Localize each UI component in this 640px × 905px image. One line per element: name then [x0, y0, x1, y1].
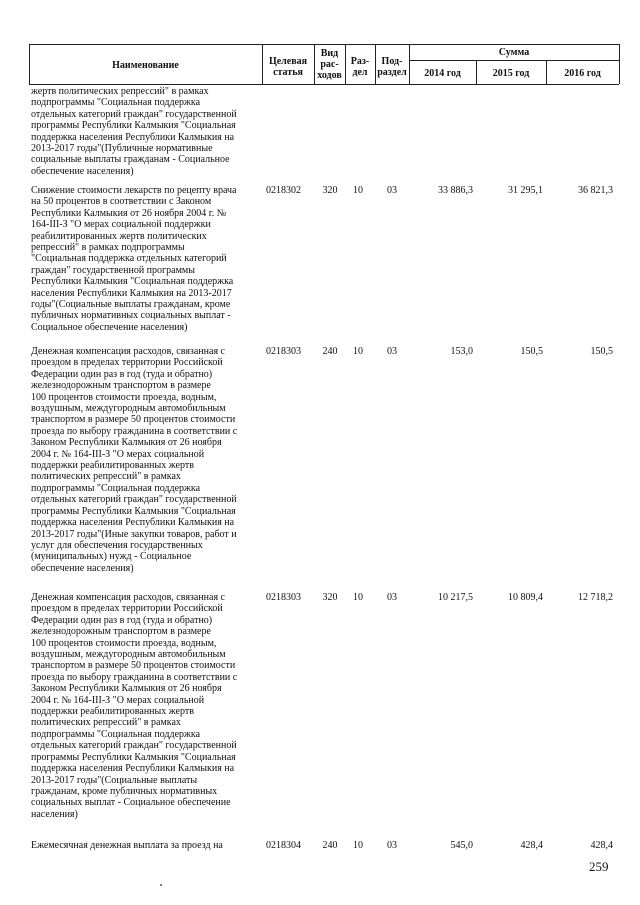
row-name-line: обеспечение населения)	[31, 165, 134, 177]
row-name-line: поддержка населения Республики Калмыкия на	[31, 517, 235, 529]
row-name-line: воздушным, междугородным автомобильным	[31, 403, 226, 415]
row-name-line: программы Республики Калмыкия "Социальная	[31, 751, 236, 763]
row-name-line: подпрограммы "Социальная поддержка	[31, 728, 201, 740]
row-name-line: Ежемесячная денежная выплата за проезд на	[31, 840, 223, 851]
row-name-line: подпрограммы "Социальная поддержка	[31, 482, 201, 494]
row-subsection: 03	[387, 592, 397, 603]
row-name-line: Законом Республики Калмыкия от 26 ноября	[31, 437, 222, 449]
row-name-line: поддержки реабилитированных жертв	[31, 460, 194, 472]
row-name-line: транспортом в размере 50 процентов стоимости	[31, 660, 236, 672]
sum-divider-rule	[409, 60, 619, 61]
row-name-line: на 50 процентов в соответствии с Законом	[31, 196, 212, 208]
row-name-line: реабилитированных жертв политических	[31, 230, 207, 242]
row-name	[31, 185, 263, 333]
header-year-2015: 2015 год	[492, 68, 530, 79]
row-expense-type: 320	[322, 592, 338, 603]
row-name-line: 2004 г. № 164-III-З "О мерах социальной	[31, 448, 205, 460]
row-sum-2016: 428,4	[590, 840, 613, 851]
header-subsection	[375, 56, 409, 78]
row-name-line: 2013-2017 годы"(Публичные нормативные	[31, 143, 213, 155]
row-name-line: социальные выплаты гражданам - Социальное	[31, 154, 230, 166]
row-section: 10	[353, 185, 363, 196]
header-expense-type-line-1: Вид	[320, 48, 339, 59]
row-subsection: 03	[387, 840, 397, 851]
row-name-line: жертв политических репрессий" в рамках	[31, 86, 209, 97]
row-name-line: 2013-2017 годы"(Иные закупки товаров, работ и	[31, 528, 237, 540]
row-name-line: публичных нормативных социальных выплат -	[31, 310, 231, 322]
row-name-line: социальных выплат - Социальное обеспечение	[31, 797, 231, 809]
row-name-line: Денежная компенсация расходов, связанная с	[31, 592, 225, 603]
row-name	[31, 840, 263, 851]
row-name-line: отдельных категорий граждан" государственной	[31, 494, 237, 506]
row-sum-2014: 153,0	[450, 346, 473, 357]
row-name-line: населения Республики Калмыкия на 2013-2017	[31, 287, 232, 299]
header-section-line-1: Раз-	[350, 56, 370, 67]
row-sum-2016: 12 718,2	[578, 592, 613, 603]
scan-speck	[160, 884, 162, 886]
header-sum: Сумма	[498, 47, 530, 58]
col-rule-8	[619, 44, 620, 84]
header-subsection-line-2: раздел	[377, 67, 407, 78]
row-target-article: 0218303	[266, 346, 301, 357]
row-name-line: политических репрессий" в рамках	[31, 717, 181, 729]
header-expense-type-line-3: ходов	[317, 70, 342, 81]
row-expense-type: 320	[322, 185, 338, 196]
header-subsection-line-1: Под-	[381, 56, 403, 67]
row-target-article: 0218304	[266, 840, 301, 851]
row-name-line: поддержки реабилитированных жертв	[31, 706, 194, 718]
row-subsection: 03	[387, 185, 397, 196]
row-target-article: 0218302	[266, 185, 301, 196]
row-sum-2015: 150,5	[520, 346, 543, 357]
row-name-line: Федерации один раз в год (туда и обратно)	[31, 614, 213, 626]
row-name-line: 2013-2017 годы"(Социальные выплаты	[31, 774, 198, 786]
row-name-line: проездом в пределах территории Российской	[31, 357, 223, 369]
row-sum-2016: 36 821,3	[578, 185, 613, 196]
row-name-line: программы Республики Калмыкия "Социальная	[31, 120, 236, 132]
row-name-line: гражданам, кроме публичных нормативных	[31, 785, 218, 797]
header-target-article	[262, 56, 314, 78]
row-name	[31, 346, 263, 574]
row-name-line: Денежная компенсация расходов, связанная с	[31, 346, 225, 357]
row-name-line: репрессий" в рамках подпрограммы	[31, 242, 185, 254]
row-name-line: услуг для обеспечения государственных	[31, 539, 203, 551]
row-name-line: железнодорожным транспортом в размере	[31, 626, 211, 638]
row-name-line: 100 процентов стоимости проезда, водным,	[31, 391, 217, 403]
row-name-line: 2004 г. № 164-III-З "О мерах социальной	[31, 694, 205, 706]
row-name-line: 164-III-З "О мерах социальной поддержки	[31, 219, 211, 231]
header-year-2016: 2016 год	[564, 68, 601, 79]
row-target-article: 0218303	[266, 592, 301, 603]
row-name-line: 100 процентов стоимости проезда, водным,	[31, 637, 217, 649]
row-sum-2014: 545,0	[450, 840, 473, 851]
header-top-rule	[29, 44, 619, 45]
row-name-line: проезда по выбору гражданина в соответствии с	[31, 671, 238, 683]
row-name-line: проезда по выбору гражданина в соответствии с	[31, 425, 238, 437]
row-section: 10	[353, 840, 363, 851]
row-name-line: Социальное обеспечение населения)	[31, 321, 188, 333]
row-name-line: Республики Калмыкия от 26 ноября 2004 г. №	[31, 207, 227, 219]
row-name-line: подпрограммы "Социальная поддержка	[31, 97, 201, 109]
row-name-line: отдельных категорий граждан" государственной	[31, 740, 237, 752]
row-name-line: воздушным, междугородным автомобильным	[31, 649, 226, 661]
row-name-line: обеспечение населения)	[31, 562, 134, 574]
row-sum-2016: 150,5	[590, 346, 613, 357]
header-bottom-rule	[29, 84, 619, 85]
row-sum-2015: 31 295,1	[508, 185, 543, 196]
row-name-line: проездом в пределах территории Российской	[31, 603, 223, 615]
row-name-line: годы"(Социальные выплаты гражданам, кроме	[31, 299, 231, 311]
row-name-line: программы Республики Калмыкия "Социальная	[31, 505, 236, 517]
row-name-line: поддержка населения Республики Калмыкия на	[31, 131, 235, 143]
header-target-article-line-2: статья	[273, 67, 303, 78]
row-name-line: Законом Республики Калмыкия от 26 ноября	[31, 683, 222, 695]
row-name-line: железнодорожным транспортом в размере	[31, 380, 211, 392]
header-expense-type-line-2: рас-	[320, 59, 339, 70]
header-section-line-2: дел	[352, 67, 368, 78]
header-target-article-line-1: Целевая	[268, 56, 308, 67]
row-section: 10	[353, 592, 363, 603]
row-sum-2014: 33 886,3	[438, 185, 473, 196]
row-expense-type: 240	[322, 346, 338, 357]
row-sum-2014: 10 217,5	[438, 592, 473, 603]
row-name-line: населения)	[31, 808, 78, 820]
row-name-line: транспортом в размере 50 процентов стоимости	[31, 414, 236, 426]
row-name-line: граждан" государственной программы	[31, 264, 195, 276]
header-expense-type	[314, 48, 345, 81]
row-sum-2015: 428,4	[520, 840, 543, 851]
row-expense-type: 240	[322, 840, 338, 851]
row-sum-2015: 10 809,4	[508, 592, 543, 603]
row-name-line: Снижение стоимости лекарств по рецепту врача	[31, 185, 237, 196]
row-subsection: 03	[387, 346, 397, 357]
header-section	[345, 56, 375, 78]
row-name-line: отдельных категорий граждан" государственной	[31, 108, 237, 120]
row-name	[31, 592, 263, 820]
row-name-line: Федерации один раз в год (туда и обратно)	[31, 368, 213, 380]
row-name	[31, 86, 263, 177]
row-name-line: Республики Калмыкия "Социальная поддержка	[31, 276, 234, 288]
row-name-line: политических репрессий" в рамках	[31, 471, 181, 483]
row-name-line: поддержка населения Республики Калмыкия на	[31, 763, 235, 775]
header-year-2014: 2014 год	[424, 68, 461, 79]
header-name: Наименование	[112, 60, 179, 71]
row-section: 10	[353, 346, 363, 357]
row-name-line: (муниципальных) нужд - Социальное	[31, 551, 192, 563]
row-name-line: "Социальная поддержка отдельных категорий	[31, 253, 227, 265]
page-number: 259	[589, 859, 609, 874]
